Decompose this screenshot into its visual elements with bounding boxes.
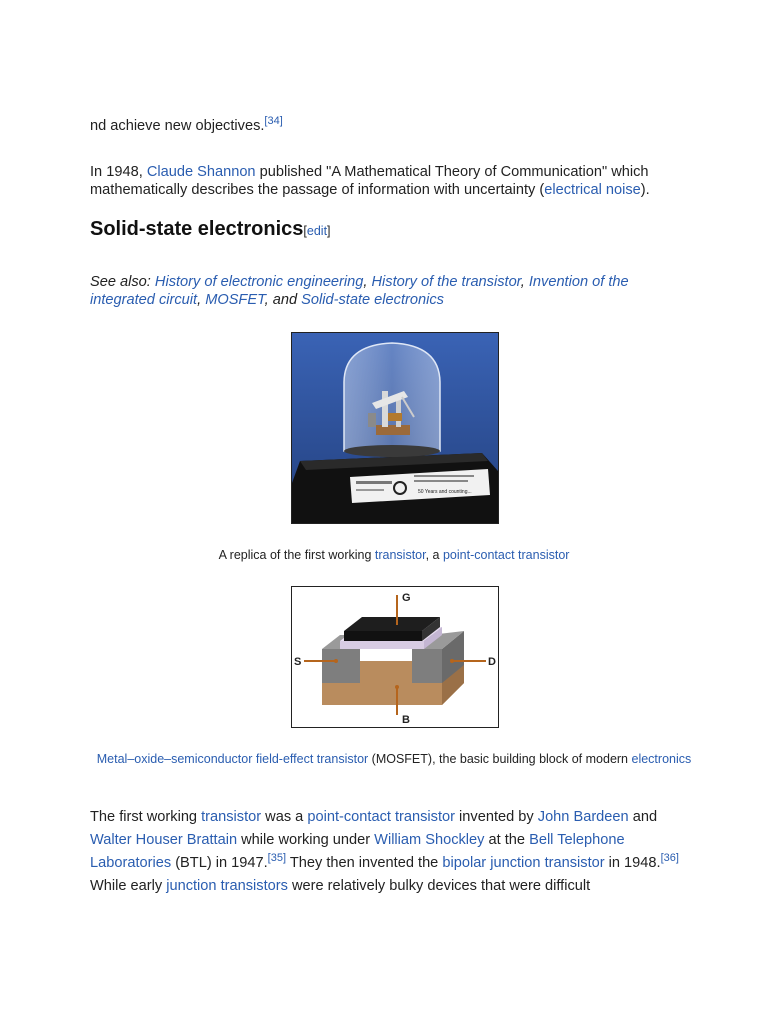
john-bardeen-link[interactable]: John Bardeen	[537, 809, 629, 825]
edit-bracket-close: ]	[327, 224, 331, 238]
transistor-replica-icon	[292, 333, 498, 523]
solid-state-electronics-link[interactable]: Solid-state electronics	[301, 292, 444, 308]
section-heading	[90, 218, 331, 241]
citation-36-link[interactable]: [36]	[660, 852, 679, 865]
separator: ,	[363, 274, 372, 290]
caption-text: A replica of the first working	[218, 548, 375, 562]
mosfet-diagram-image[interactable]	[291, 586, 499, 728]
claude-shannon-link[interactable]: Claude Shannon	[146, 164, 256, 180]
point-contact-transistor-link-2[interactable]: point-contact transistor	[307, 809, 455, 825]
transistor-replica-photo[interactable]	[291, 332, 499, 524]
caption-text: (MOSFET), the basic building block of modern	[368, 752, 632, 766]
body-label: B	[402, 714, 410, 726]
invention-integrated-circuit-link[interactable]: Invention of the integrated circuit	[90, 274, 629, 308]
paragraph-text: published "A Mathematical Theory of Communication" which mathematically describes the passage of information with uncertainty (	[90, 164, 649, 198]
paragraph-text: at the	[484, 832, 530, 848]
source-label: S	[294, 656, 302, 668]
plaque-text: 50 Years and counting...	[418, 489, 472, 495]
paragraph-text: While early	[90, 878, 167, 894]
electronics-link[interactable]: electronics	[631, 752, 692, 766]
see-also-hatnote	[90, 273, 680, 309]
caption-text: , a	[425, 548, 443, 562]
paragraph-text: They then invented the	[286, 855, 443, 871]
citation-34-link[interactable]: [34]	[264, 115, 283, 128]
paragraph-text: nd achieve new objectives.	[90, 118, 265, 134]
bipolar-junction-transistor-link[interactable]: bipolar junction transistor	[442, 855, 605, 871]
paragraph-shannon	[90, 163, 680, 199]
history-transistor-link[interactable]: History of the transistor	[371, 274, 521, 290]
paragraph-text: while working under	[237, 832, 375, 848]
mosfet-link[interactable]: MOSFET	[205, 292, 265, 308]
transistor-link[interactable]: transistor	[374, 548, 426, 562]
walter-brattain-link[interactable]: Walter Houser Brattain	[90, 832, 238, 848]
paragraph-text: was a	[261, 809, 308, 825]
see-also-prefix: See also:	[90, 274, 155, 290]
paragraph-text: were relatively bulky devices that were difficult	[287, 878, 591, 894]
paragraph-text: and	[628, 809, 658, 825]
figure1-caption	[90, 547, 698, 563]
point-contact-transistor-link[interactable]: point-contact transistor	[442, 548, 570, 562]
mosfet-full-name-link[interactable]: Metal–oxide–semiconductor field-effect transistor	[96, 752, 369, 766]
figure2-caption	[90, 751, 698, 767]
separator: ,	[197, 292, 206, 308]
section-title: Solid-state electronics	[90, 218, 304, 240]
citation-35-link[interactable]: [35]	[267, 852, 287, 865]
edit-section-wrapper	[303, 224, 330, 238]
paragraph-text: (BTL) in 1947.	[171, 855, 268, 871]
drain-label: D	[488, 656, 496, 668]
gate-label: G	[402, 592, 411, 604]
william-shockley-link[interactable]: William Shockley	[374, 832, 485, 848]
separator: ,	[520, 274, 529, 290]
paragraph-text: The first working	[90, 809, 202, 825]
paragraph-text: ).	[640, 182, 650, 198]
electrical-noise-link[interactable]: electrical noise	[544, 182, 641, 198]
history-electronic-engineering-link[interactable]: History of electronic engineering	[154, 274, 364, 290]
junction-transistors-link[interactable]: junction transistors	[166, 878, 288, 894]
paragraph-text: in 1948.	[604, 855, 661, 871]
edit-bracket-open: [	[303, 224, 307, 238]
transistor-link-2[interactable]: transistor	[201, 809, 262, 825]
mosfet-diagram-icon	[292, 587, 498, 727]
separator-and: , and	[264, 292, 302, 308]
paragraph-text: invented by	[455, 809, 538, 825]
paragraph-text: In 1948,	[90, 164, 147, 180]
paragraph-intro-fragment	[90, 117, 680, 135]
paragraph-first-transistor	[90, 806, 680, 898]
bell-labs-link[interactable]: Bell Telephone Laboratories	[90, 832, 625, 871]
edit-section-link[interactable]: edit	[306, 224, 328, 238]
